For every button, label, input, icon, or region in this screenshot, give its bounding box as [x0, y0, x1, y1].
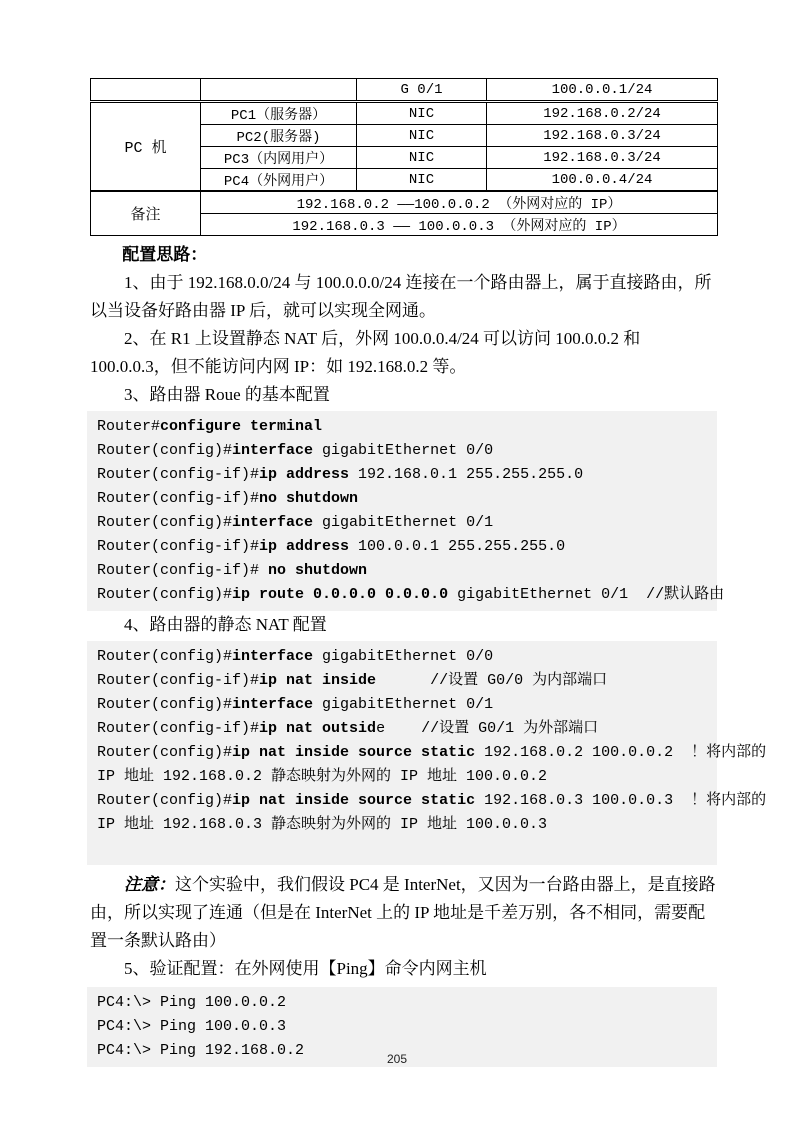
table-cell: G 0/1 — [357, 79, 487, 102]
paragraph-3: 3、路由器 Roue 的基本配置 — [124, 385, 330, 404]
table-cell — [201, 79, 357, 102]
page-content — [90, 78, 767, 1067]
table-row-pc — [91, 102, 718, 125]
table-cell: 192.168.0.3 —— 100.0.0.3 （外网对应的 IP） — [201, 214, 718, 236]
code-line: Router(config)#interface gigabitEthernet 0/1 — [97, 514, 494, 531]
note-label: 注意： — [124, 875, 175, 894]
paragraph-4: 4、路由器的静态 NAT 配置 — [124, 615, 327, 634]
code-block-static-nat-config — [87, 641, 767, 865]
code-line: Router(config-if)#ip address 192.168.0.1 255.255.255.0 — [97, 466, 584, 483]
table-cell: 备注 — [91, 191, 201, 236]
code-line: Router(config)#ip nat inside source static 192.168.0.3 100.0.0.3 ！将内部的 — [97, 792, 767, 809]
paragraph-2: 2、在 R1 上设置静态 NAT 后，外网 100.0.0.4/24 可以访问 100.0.0.2 和 100.0.0.3，但不能访问内网 IP：如 192.168.0.2 等。 — [90, 329, 641, 376]
table-cell — [91, 79, 201, 102]
code-line: Router(config-if)#ip nat outside //设置 G0/1 为外部端口 — [97, 720, 599, 737]
note-paragraph — [90, 871, 720, 955]
code-line: Router(config)#interface gigabitEthernet 0/1 — [97, 696, 494, 713]
table-row-continuation — [91, 79, 718, 102]
paragraph-5: 5、验证配置：在外网使用【Ping】命令内网主机 — [124, 959, 487, 978]
table-cell: NIC — [357, 147, 487, 169]
code-line: Router(config)#ip route 0.0.0.0 0.0.0.0 gigabitEthernet 0/1 //默认路由 — [97, 586, 725, 603]
note-text: 这个实验中，我们假设 PC4 是 InterNet，又因为一台路由器上，是直接路由，所以实现了连通（但是在 InterNet 上的 IP 地址是千差万别，各不相同，需要配置一条默认路由） — [90, 875, 716, 950]
table-cell: 100.0.0.1/24 — [487, 79, 718, 102]
table-cell: 192.168.0.2 ——100.0.0.2 （外网对应的 IP） — [201, 191, 718, 214]
table-cell: NIC — [357, 102, 487, 125]
code-line: Router#configure terminal — [97, 418, 323, 435]
code-line: Router(config)#interface gigabitEthernet 0/0 — [97, 648, 494, 665]
table-cell: NIC — [357, 125, 487, 147]
code-line: Router(config-if)#no shutdown — [97, 490, 359, 507]
paragraph-1: 1、由于 192.168.0.0/24 与 100.0.0.0/24 连接在一个路由器上，属于直接路由，所以当设备好路由器 IP 后，就可以实现全网通。 — [90, 273, 712, 320]
code-line: Router(config)#interface gigabitEthernet 0/0 — [97, 442, 494, 459]
code-line: Router(config)#ip nat inside source static 192.168.0.2 100.0.0.2 ！将内部的 — [97, 744, 767, 761]
table-row-remark — [91, 191, 718, 214]
table-cell: 100.0.0.4/24 — [487, 169, 718, 192]
code-line: IP 地址 192.168.0.2 静态映射为外网的 IP 地址 100.0.0.2 — [97, 768, 548, 785]
code-block-router-basic-config — [87, 411, 725, 611]
code-line: Router(config-if)#ip address 100.0.0.1 255.255.255.0 — [97, 538, 566, 555]
table-cell: 192.168.0.3/24 — [487, 147, 718, 169]
table-cell: PC 机 — [91, 102, 201, 192]
page-number: 205 — [386, 1052, 408, 1066]
code-line: IP 地址 192.168.0.3 静态映射为外网的 IP 地址 100.0.0.3 — [97, 816, 548, 833]
table-cell: 192.168.0.3/24 — [487, 125, 718, 147]
section-heading: 配置思路： — [122, 245, 208, 264]
table-cell: PC4（外网用户） — [201, 169, 357, 192]
table-cell: PC3（内网用户） — [201, 147, 357, 169]
code-line — [97, 837, 714, 861]
table-cell: PC1（服务器） — [201, 102, 357, 125]
device-ip-table-body — [91, 79, 718, 236]
code-line: PC4:\> Ping 100.0.0.3 — [97, 1018, 287, 1035]
code-line: Router(config-if)#ip nat inside //设置 G0/0 为内部端口 — [97, 672, 608, 689]
code-line: PC4:\> Ping 100.0.0.2 — [97, 994, 287, 1011]
table-cell: PC2(服务器) — [201, 125, 357, 147]
table-cell: 192.168.0.2/24 — [487, 102, 718, 125]
table-cell: NIC — [357, 169, 487, 192]
code-line: PC4:\> Ping 192.168.0.2 — [97, 1042, 305, 1059]
device-ip-table — [90, 78, 718, 236]
code-line: Router(config-if)# no shutdown — [97, 562, 368, 579]
